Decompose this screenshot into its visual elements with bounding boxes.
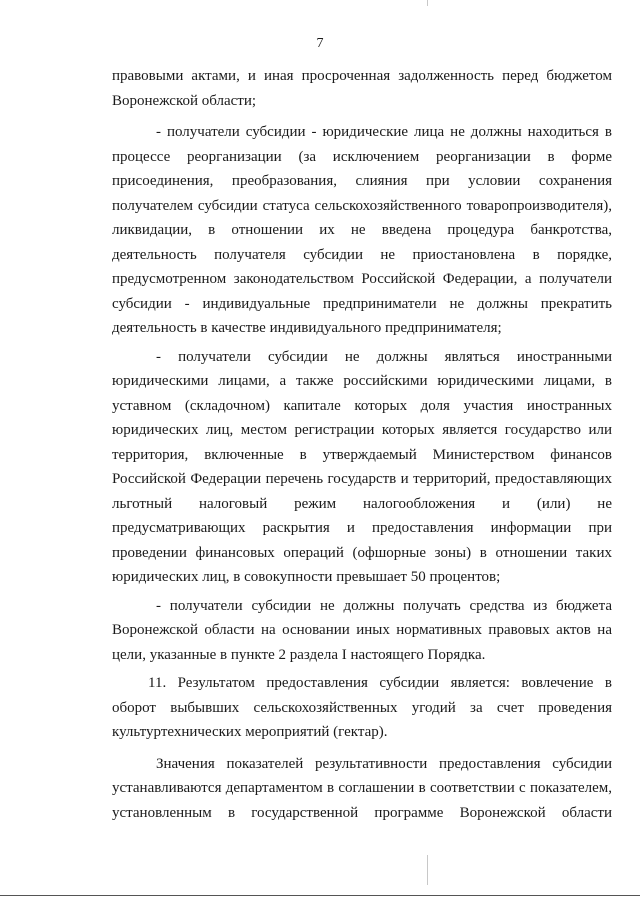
text-line: уставном (складочном) капитале которых доля участия иностранных (112, 397, 612, 414)
page-number: 7 (316, 36, 324, 51)
text-line: предусматривающих раскрытия и предоставления информации при (112, 520, 612, 536)
text-line: процессе реорганизации (за исключением реорганизации в форме (112, 148, 612, 165)
text-line: Российской Федерации перечень государств и территорий, предоставляющих (112, 471, 612, 487)
text-line: деятельность в качестве индивидуального предпринимателя; (112, 320, 502, 336)
text-line: проведении финансовых операций (офшорные зоны) в отношении таких (112, 544, 612, 561)
text-line: деятельность получателя субсидии не приостановлена в порядке, (112, 246, 612, 263)
scan-fold-mark (427, 0, 428, 6)
scan-bottom-edge (0, 895, 640, 896)
paragraph-foreign-entities (112, 345, 612, 590)
text-line: Значения показателей результативности предоставления субсидии (156, 755, 612, 772)
document-body (112, 64, 612, 825)
text-line: льготный налоговый режим налогообложения и (или) не (112, 495, 612, 512)
text-line: предусмотренном законодательством Российской Федерации, а получатели (112, 271, 612, 287)
paragraph-indicators (112, 752, 612, 826)
text-line: Воронежской области на основании иных нормативных правовых актов на (112, 622, 612, 638)
text-line: юридическими лицами, а также российскими юридическими лицами, в (112, 373, 612, 389)
paragraph-other-funds (112, 594, 612, 668)
text-line: культуртехнических мероприятий (гектар). (112, 724, 388, 740)
text-line: устанавливаются департаментом в соглашении в соответствии с показателем, (112, 780, 612, 796)
scan-fold-mark (427, 855, 428, 885)
text-line: присоединения, преобразования, слияния при условии сохранения (112, 173, 612, 189)
text-line: ликвидации, в отношении их не введена процедура банкротства, (112, 222, 612, 238)
text-line: оборот выбывших сельскохозяйственных угодий за счет проведения (112, 699, 612, 716)
text-line: правовыми актами, и иная просроченная задолженность перед бюджетом (112, 68, 612, 84)
text-line: установленным в государственной программе Воронежской области (112, 804, 612, 821)
text-line: получателем субсидии статуса сельскохозяйственного товаропроизводителя), (112, 197, 612, 214)
text-line: - получатели субсидии - юридические лица не должны находиться в (156, 124, 612, 140)
text-line: - получатели субсидии не должны являться иностранными (156, 348, 612, 365)
paragraph-result (112, 671, 612, 745)
text-line: территория, включенные в утверждаемый Министерством финансов (112, 446, 612, 463)
text-line: - получатели субсидии не должны получать средства из бюджета (156, 597, 612, 614)
text-line: Воронежской области; (112, 92, 257, 109)
text-line: 11. Результатом предоставления субсидии является: вовлечение в (148, 675, 612, 691)
paragraph-reorganization (112, 120, 612, 341)
text-line: юридических лиц, в совокупности превышает 50 процентов; (112, 569, 501, 585)
text-line: субсидии - индивидуальные предприниматели не должны прекратить (112, 295, 612, 312)
text-line: юридических лиц, местом регистрации которых является государство или (112, 422, 612, 438)
paragraph-continuation (112, 64, 612, 113)
text-line: цели, указанные в пункте 2 раздела I настоящего Порядка. (112, 646, 486, 663)
